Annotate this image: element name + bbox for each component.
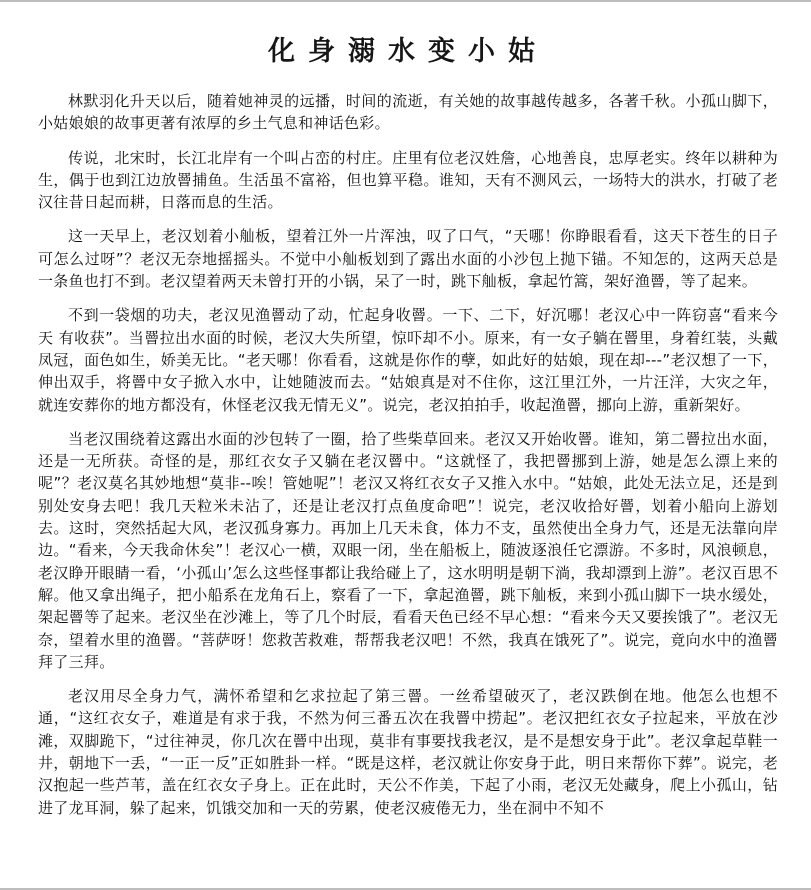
paragraph-2: 传说，北宋时，长江北岸有一个叫占峦的村庄。庄里有位老汉姓詹，心地善良，忠厚老实。终年以耕种为生，偶于也到江边放罾捕鱼。生活虽不富裕，但也算平稳。谁知，天有不测风云，一场特大的洪水，打破了老汉往昔日起而耕，日落而息的生活。	[38, 148, 778, 212]
paragraph-6: 老汉用尽全身力气，满怀希望和乞求拉起了第三罾。一丝希望破灭了，老汉跌倒在地。他怎么也想不通，“这红衣女子，难道是有求于我，不然为何三番五次在我罾中捞起”。老汉把红衣女子拉起来，平放在沙滩，双脚跪下，“过往神灵，你几次在罾中出现，莫非有事要找我老汉，是不是想安身于此”。老汉拿起草鞋一井，朝地下一丢，“一正一反”正如胜卦一样。“既是这样，老汉就让你安身于此，明日来帮你下葬”。说完，老汉抱起一些芦苇，盖在红衣女子身上。正在此时，天公不作美，下起了小雨，老汉无处藏身，爬上小孤山，钻进了龙耳洞，躲了起来，饥饿交加和一天的劳累，使老汉疲倦无力，坐在洞中不知不	[38, 687, 778, 817]
paragraph-4: 不到一袋烟的功夫，老汉见渔罾动了动，忙起身收罾。一下、二下，好沉哪！老汉心中一阵窃喜“看来今天 有收获”。当罾拉出水面的时候，老汉大失所望，惊吓却不小。原来，有一女子躺在罾里，身着红装，头戴凤冠，面色如生，娇美无比。“老天哪！你看看，这就是你作的孽，如此好的姑娘，现在却---”老汉想了一下，伸出双手，将罾中女子掀入水中，让她随波而去。“姑娘真是对不住你，这江里江外，一片汪洋，大灾之年，就连安葬你的地方都没有，休怪老汉我无情无义”。说完，老汉拍拍手，收起渔罾，挪向上游，重新架好。	[38, 306, 778, 414]
paragraph-5: 当老汉围绕着这露出水面的沙包转了一圈，拾了些柴草回来。老汉又开始收罾。谁知，第二罾拉出水面，还是一无所获。奇怪的是，那红衣女子又躺在老汉罾中。“这就怪了，我把罾挪到上游，她是怎么漂上来的呢”？老汉莫名其妙地想“莫非--唉！管她呢”！老汉又将红衣女子又推入水中。“姑娘，此处无法立足，还是到别处安身去吧！我几天粒米未沾了，还是让老汉打点鱼度命吧”！说完，老汉收拾好罾，划着小船向上游划去。这时，突然括起大风，老汉孤身寡力。再加上几天未食，体力不支，虽然使出全身力气，还是无法靠向岸边。“看来，今天我命休矣”！老汉心一横，双眼一闭，坐在船板上，随波逐浪任它漂游。不多时，风浪顿息，老汉睁开眼睛一看，‘小孤山’怎么这些怪事都让我给碰上了，这水明明是朝下淌，我却漂到上游”。老汉百思不解。他又拿出绳子，把小船系在龙角石上，察看了一下，拿起渔罾，跳下舢板，来到小孤山脚下一块水缓处，架起罾等了起来。老汉坐在沙滩上，等了几个时辰，看看天色已经不早心想：“看来今天又要挨饿了”。老汉无奈，望着水里的渔罾。“菩萨呀！您救苦救难，帮帮我老汉吧！不然，我真在饿死了”。说完，竟向水中的渔罾拜了三拜。	[38, 429, 778, 671]
page-top-border	[0, 0, 811, 2]
document-title: 化身溺水变小姑	[268, 36, 548, 67]
paragraph-3: 这一天早上，老汉划着小舢板，望着江外一片浑浊，叹了口气，“天哪！你睁眼看看，这天下苍生的日子可怎么过呀”？老汉无奈地摇摇头。不觉中小舢板划到了露出水面的小沙包上抛下锚。不知怎的，这两天总是一条鱼也打不到。老汉望着两天未曾打开的小锅，呆了一时，跳下舢板，拿起竹篙，架好渔罾，等了起来。	[38, 227, 778, 291]
paragraph-1: 林默羽化升天以后，随着她神灵的远播，时间的流逝，有关她的故事越传越多，各著千秋。小孤山脚下，小姑娘娘的故事更著有浓厚的乡土气息和神话色彩。	[38, 92, 778, 133]
document-page	[38, 34, 778, 831]
